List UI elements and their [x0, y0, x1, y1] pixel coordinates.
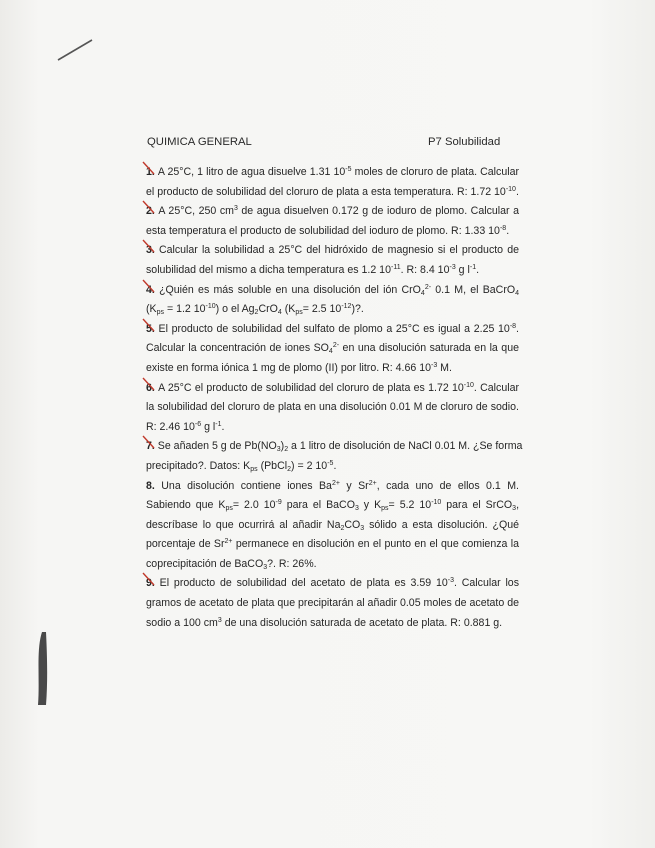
problem-line — [146, 516, 519, 536]
left-edge-smudge — [38, 632, 47, 705]
problem-line — [146, 163, 519, 183]
text-segment: . R: 8.4 10 — [400, 263, 450, 276]
problem-line — [146, 339, 519, 359]
problem-line — [146, 437, 523, 457]
text-segment: solubilidad del mismo a dicha temperatura es 1.2 10 — [146, 263, 391, 276]
supscript: -12 — [341, 303, 352, 311]
text-segment: coprecipitación de BaCO — [146, 557, 264, 570]
text-segment: ) — [280, 440, 285, 453]
supscript: -10 — [205, 303, 216, 311]
supscript: 2+ — [224, 538, 233, 546]
subscript: ps — [156, 309, 164, 317]
subscript: 3 — [512, 505, 517, 513]
text-segment: gramos de acetato de plata que precipitarán al añadir 0.05 moles de acetato de — [146, 597, 519, 610]
text-segment: . — [506, 224, 510, 237]
subscript: 3 — [354, 505, 359, 513]
text-segment: . Calcular los — [453, 577, 519, 590]
supscript: -5 — [327, 459, 334, 467]
problem-line — [146, 457, 519, 477]
supscript: -1 — [469, 263, 477, 271]
text-segment: , cada uno de ellos 0.1 M. — [376, 479, 519, 492]
subscript: ps — [295, 309, 303, 317]
sheet-title: P7 Solubilidad — [428, 136, 501, 148]
text-segment: El producto de solubilidad del acetato de plata es 3.59 10 — [159, 577, 448, 590]
text-segment: porcentaje de Sr — [146, 538, 225, 551]
text-segment: precipitado?. Datos: K — [146, 459, 251, 472]
supscript: -8 — [499, 224, 507, 232]
supscript: -1 — [215, 420, 222, 428]
text-segment: permanece en disolución en el punto en el que comienza la — [232, 538, 519, 551]
text-segment: . Calcular — [473, 381, 520, 394]
supscript: -10 — [505, 185, 516, 193]
subscript: 3 — [276, 446, 281, 454]
supscript: -10 — [463, 381, 474, 389]
text-segment: ¿Quién es más soluble en una disolución del ión CrO — [159, 283, 421, 296]
problem-1 — [146, 163, 519, 202]
problem-list — [146, 163, 523, 633]
text-segment: = 2.0 10 — [232, 499, 276, 512]
problem-number: 1. — [146, 166, 158, 178]
supscript: 2- — [424, 283, 432, 291]
supscript: -8 — [509, 322, 517, 330]
problem-2 — [146, 202, 519, 241]
text-segment: sodio a 100 cm — [146, 616, 218, 629]
text-segment: M. — [437, 361, 452, 374]
problem-line — [146, 418, 519, 438]
text-segment: Sabiendo que K — [146, 499, 226, 512]
text-segment: (PbCl — [257, 459, 288, 472]
text-segment: A 25°C el producto de solubilidad del cloruro de plata es 1.72 10 — [158, 381, 464, 394]
text-segment: moles de cloruro de plata. Calcular — [351, 166, 519, 178]
problem-line — [146, 202, 519, 222]
text-segment: (K — [146, 303, 157, 316]
problem-number: 8. — [146, 479, 162, 492]
text-segment: descríbase lo que ocurrirá al añadir Na — [146, 518, 341, 531]
text-segment: CrO — [258, 303, 278, 316]
text-segment: El producto de solubilidad del sulfato de plomo a 25°C es igual a 2.25 10 — [158, 322, 510, 335]
text-segment: la solubilidad del cloruro de plata en una disolución 0.01 M de cloruro de sodio. — [146, 401, 519, 414]
supscript: -10 — [431, 499, 442, 507]
text-segment: )?. — [351, 303, 364, 316]
problem-line — [146, 241, 519, 261]
supscript: -5 — [345, 166, 352, 173]
problem-line — [146, 222, 519, 242]
text-segment: . — [476, 263, 480, 276]
problem-line — [146, 614, 519, 634]
problem-line — [146, 320, 519, 340]
problem-line — [146, 535, 519, 555]
subscript: 2 — [284, 446, 289, 454]
subscript: ps — [250, 465, 258, 473]
text-segment: = 5.2 10 — [388, 499, 432, 512]
text-segment: . — [221, 420, 225, 433]
text-segment: y Sr — [339, 479, 369, 492]
problem-6 — [146, 379, 519, 438]
text-segment: para el BaCO — [281, 499, 355, 512]
text-segment: el producto de solubilidad del cloruro de plata a esta temperatura. R: 1.72 10 — [146, 185, 506, 198]
problem-9 — [146, 574, 519, 633]
text-segment: A 25°C, 1 litro de agua disuelve 1.31 10 — [157, 166, 346, 178]
text-segment: ) = 2 10 — [290, 459, 328, 472]
text-segment: R: 2.46 10 — [146, 420, 195, 433]
supscript: -3 — [447, 577, 454, 585]
text-segment: en una disolución saturada en la que — [339, 342, 519, 355]
problem-number: 4. — [146, 284, 159, 296]
course-title: QUIMICA GENERAL — [147, 136, 252, 148]
text-segment: existe en forma iónica 1 mg de plomo (II) por litro. R: 4.66 10 — [146, 361, 431, 374]
supscript: -9 — [275, 499, 282, 507]
supscript: 2+ — [368, 479, 377, 487]
subscript: 3 — [263, 563, 268, 571]
text-segment: Calcular la solubilidad a 25°C del hidróxido de magnesio si el producto de — [158, 244, 519, 257]
problem-line — [146, 379, 519, 399]
subscript: 2 — [287, 465, 291, 473]
text-segment: a 1 litro de disolución de NaCl 0.01 M. ¿Se forma — [288, 440, 523, 453]
text-segment: Se añaden 5 g de Pb(NO — [157, 440, 277, 453]
text-segment: . — [333, 459, 337, 472]
problem-8 — [146, 477, 519, 575]
text-segment: = 2.5 10 — [302, 303, 342, 316]
text-segment: (K — [281, 303, 296, 316]
subscript: 4 — [277, 309, 282, 317]
text-segment: Calcular la concentración de iones SO — [146, 342, 329, 355]
text-segment: Una disolución contiene iones Ba — [161, 479, 332, 492]
text-segment: g l — [455, 263, 470, 276]
subscript: 4 — [515, 289, 520, 297]
problem-5 — [146, 320, 519, 379]
supscript: 3 — [233, 205, 238, 213]
problem-line — [146, 261, 519, 281]
supscript: 2+ — [331, 479, 340, 487]
problem-line — [146, 281, 519, 301]
text-segment: de agua disuelven 0.172 g de ioduro de plomo. Calcular a — [237, 205, 519, 218]
text-segment: CO — [344, 518, 361, 531]
supscript: 2- — [332, 342, 340, 350]
problem-line — [146, 555, 519, 575]
text-segment: = 1.2 10 — [164, 303, 206, 316]
problem-line — [146, 496, 519, 516]
problem-line — [146, 477, 519, 497]
supscript: 3 — [217, 616, 222, 624]
problem-number: 9. — [146, 577, 160, 589]
text-segment: y K — [358, 499, 382, 512]
problem-number: 6. — [146, 382, 158, 394]
text-segment: . — [515, 185, 519, 198]
problem-7 — [146, 437, 523, 476]
problem-line — [146, 300, 519, 320]
subscript: 4 — [420, 289, 425, 297]
pen-stroke — [58, 40, 92, 60]
subscript: 3 — [360, 524, 365, 532]
supscript: -6 — [194, 420, 202, 428]
text-segment: . — [516, 322, 519, 335]
problem-line — [146, 183, 519, 203]
problem-line — [146, 398, 519, 418]
supscript: -11 — [390, 263, 401, 271]
text-segment: para el SrCO — [441, 499, 513, 512]
subscript: ps — [225, 505, 233, 513]
text-segment: g l — [201, 420, 216, 433]
problem-line — [146, 594, 519, 614]
text-segment: sólido a esta disolución. ¿Qué — [364, 518, 519, 531]
text-segment: ?. R: 26%. — [267, 557, 317, 570]
subscript: 4 — [328, 348, 333, 356]
text-segment: A 25°C, 250 cm — [158, 205, 234, 218]
problem-number: 2. — [146, 205, 158, 217]
problem-4 — [146, 281, 519, 320]
problem-number: 7. — [146, 440, 158, 452]
problem-line — [146, 359, 519, 379]
subscript: 2 — [340, 524, 345, 532]
text-segment: , — [516, 499, 520, 512]
problem-line — [146, 574, 519, 594]
problem-number: 3. — [146, 244, 159, 256]
problem-number: 5. — [146, 323, 159, 335]
subscript: 2 — [254, 309, 259, 317]
text-segment: de una disolución saturada de acetato de plata. R: 0.881 g. — [221, 616, 503, 629]
subscript: ps — [381, 505, 389, 513]
text-segment: 0.1 M, el BaCrO — [431, 283, 516, 296]
problem-3 — [146, 241, 519, 280]
supscript: -3 — [449, 263, 456, 271]
supscript: -3 — [431, 361, 438, 369]
text-segment: esta temperatura el producto de solubilidad del ioduro de plomo. R: 1.33 10 — [146, 224, 500, 237]
text-segment: ) o el Ag — [215, 303, 255, 316]
